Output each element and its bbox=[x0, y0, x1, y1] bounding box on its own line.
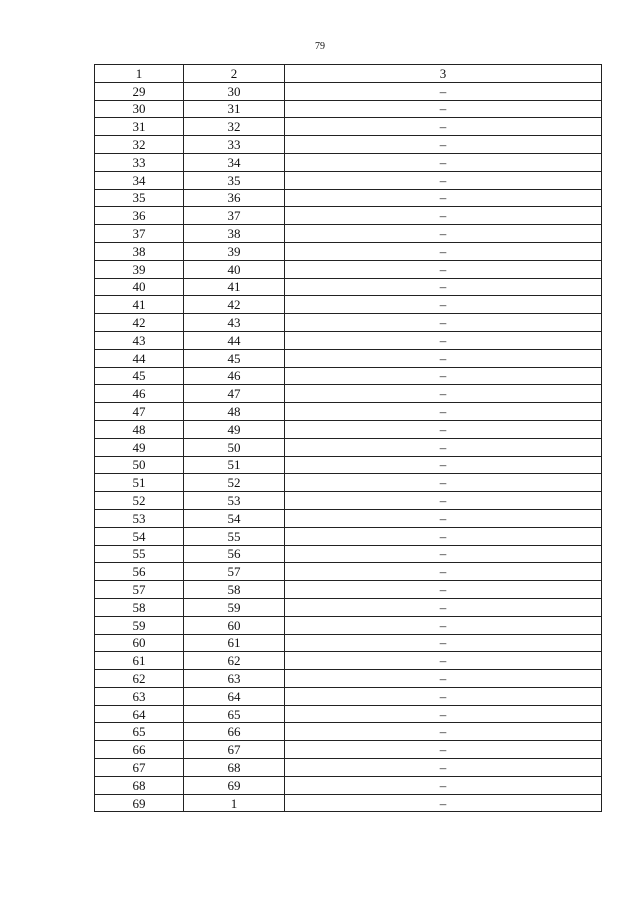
table-cell-col-3: – bbox=[285, 225, 602, 243]
table-cell-col-3: – bbox=[285, 207, 602, 225]
table-cell-col-1: 62 bbox=[95, 670, 184, 688]
table-cell-col-1: 64 bbox=[95, 705, 184, 723]
table-cell-col-3: – bbox=[285, 759, 602, 777]
table-cell-col-3: – bbox=[285, 314, 602, 332]
table-cell-col-1: 30 bbox=[95, 100, 184, 118]
table-cell-col-3: – bbox=[285, 171, 602, 189]
table-cell-col-3: – bbox=[285, 652, 602, 670]
table-cell-col-2: 40 bbox=[184, 260, 285, 278]
table-cell-col-3: – bbox=[285, 189, 602, 207]
table-cell-col-2: 64 bbox=[184, 687, 285, 705]
table-row bbox=[95, 225, 602, 243]
table-row bbox=[95, 527, 602, 545]
table-cell-col-3: – bbox=[285, 456, 602, 474]
column-header-2: 2 bbox=[184, 65, 285, 83]
table-cell-col-1: 32 bbox=[95, 136, 184, 154]
table-cell-col-2: 47 bbox=[184, 385, 285, 403]
table-cell-col-2: 48 bbox=[184, 403, 285, 421]
table-cell-col-3: – bbox=[285, 670, 602, 688]
table-cell-col-2: 34 bbox=[184, 153, 285, 171]
table-row bbox=[95, 242, 602, 260]
table-row bbox=[95, 492, 602, 510]
table-cell-col-1: 61 bbox=[95, 652, 184, 670]
table-cell-col-2: 59 bbox=[184, 598, 285, 616]
table-cell-col-1: 56 bbox=[95, 563, 184, 581]
table-cell-col-2: 54 bbox=[184, 509, 285, 527]
table-cell-col-3: – bbox=[285, 687, 602, 705]
header-row bbox=[95, 65, 602, 83]
table-cell-col-1: 63 bbox=[95, 687, 184, 705]
table-row bbox=[95, 260, 602, 278]
table-row bbox=[95, 616, 602, 634]
table-cell-col-3: – bbox=[285, 581, 602, 599]
table-cell-col-1: 36 bbox=[95, 207, 184, 225]
table-row bbox=[95, 705, 602, 723]
table-row bbox=[95, 314, 602, 332]
table-cell-col-2: 60 bbox=[184, 616, 285, 634]
table-cell-col-2: 42 bbox=[184, 296, 285, 314]
table-cell-col-2: 50 bbox=[184, 438, 285, 456]
table-cell-col-1: 55 bbox=[95, 545, 184, 563]
table-row bbox=[95, 652, 602, 670]
table-cell-col-2: 66 bbox=[184, 723, 285, 741]
table-cell-col-2: 39 bbox=[184, 242, 285, 260]
table-row bbox=[95, 100, 602, 118]
table-cell-col-1: 31 bbox=[95, 118, 184, 136]
table-cell-col-3: – bbox=[285, 367, 602, 385]
table-cell-col-1: 46 bbox=[95, 385, 184, 403]
table-cell-col-1: 43 bbox=[95, 331, 184, 349]
table-cell-col-3: – bbox=[285, 705, 602, 723]
table-cell-col-1: 57 bbox=[95, 581, 184, 599]
table-cell-col-3: – bbox=[285, 260, 602, 278]
table-cell-col-1: 65 bbox=[95, 723, 184, 741]
table-cell-col-3: – bbox=[285, 794, 602, 812]
table-cell-col-2: 32 bbox=[184, 118, 285, 136]
column-header-3: 3 bbox=[285, 65, 602, 83]
table-row bbox=[95, 634, 602, 652]
table-cell-col-1: 68 bbox=[95, 776, 184, 794]
table-cell-col-2: 61 bbox=[184, 634, 285, 652]
table-cell-col-3: – bbox=[285, 278, 602, 296]
table-cell-col-1: 50 bbox=[95, 456, 184, 474]
table-cell-col-2: 44 bbox=[184, 331, 285, 349]
table-row bbox=[95, 136, 602, 154]
table-cell-col-3: – bbox=[285, 509, 602, 527]
table-cell-col-1: 48 bbox=[95, 420, 184, 438]
table-cell-col-2: 51 bbox=[184, 456, 285, 474]
table-cell-col-3: – bbox=[285, 385, 602, 403]
table-row bbox=[95, 331, 602, 349]
table-cell-col-2: 58 bbox=[184, 581, 285, 599]
table-cell-col-2: 53 bbox=[184, 492, 285, 510]
table-row bbox=[95, 153, 602, 171]
table-row bbox=[95, 581, 602, 599]
table-cell-col-3: – bbox=[285, 331, 602, 349]
table-cell-col-2: 35 bbox=[184, 171, 285, 189]
table-row bbox=[95, 367, 602, 385]
table-cell-col-3: – bbox=[285, 616, 602, 634]
table-row bbox=[95, 207, 602, 225]
table-cell-col-3: – bbox=[285, 153, 602, 171]
table-row bbox=[95, 171, 602, 189]
table-cell-col-3: – bbox=[285, 545, 602, 563]
table-cell-col-2: 57 bbox=[184, 563, 285, 581]
table-cell-col-2: 31 bbox=[184, 100, 285, 118]
table-cell-col-2: 68 bbox=[184, 759, 285, 777]
table-cell-col-1: 41 bbox=[95, 296, 184, 314]
table-cell-col-3: – bbox=[285, 136, 602, 154]
table-cell-col-2: 62 bbox=[184, 652, 285, 670]
table-cell-col-1: 37 bbox=[95, 225, 184, 243]
table-row bbox=[95, 420, 602, 438]
table-cell-col-2: 69 bbox=[184, 776, 285, 794]
table-cell-col-1: 35 bbox=[95, 189, 184, 207]
table-cell-col-1: 69 bbox=[95, 794, 184, 812]
table-row bbox=[95, 741, 602, 759]
table-cell-col-3: – bbox=[285, 474, 602, 492]
table-cell-col-1: 33 bbox=[95, 153, 184, 171]
table-cell-col-2: 55 bbox=[184, 527, 285, 545]
table-cell-col-1: 45 bbox=[95, 367, 184, 385]
table-cell-col-1: 59 bbox=[95, 616, 184, 634]
table-row bbox=[95, 794, 602, 812]
table-cell-col-2: 63 bbox=[184, 670, 285, 688]
table-row bbox=[95, 385, 602, 403]
table-cell-col-3: – bbox=[285, 420, 602, 438]
table-cell-col-1: 58 bbox=[95, 598, 184, 616]
table-cell-col-1: 39 bbox=[95, 260, 184, 278]
table-row bbox=[95, 118, 602, 136]
table-row bbox=[95, 278, 602, 296]
table-cell-col-2: 36 bbox=[184, 189, 285, 207]
table-cell-col-2: 1 bbox=[184, 794, 285, 812]
table-row bbox=[95, 189, 602, 207]
table-cell-col-1: 49 bbox=[95, 438, 184, 456]
table-cell-col-1: 53 bbox=[95, 509, 184, 527]
table-cell-col-1: 66 bbox=[95, 741, 184, 759]
table-cell-col-2: 52 bbox=[184, 474, 285, 492]
table-cell-col-3: – bbox=[285, 492, 602, 510]
table-cell-col-2: 46 bbox=[184, 367, 285, 385]
table-cell-col-3: – bbox=[285, 100, 602, 118]
table-cell-col-1: 52 bbox=[95, 492, 184, 510]
table-cell-col-2: 45 bbox=[184, 349, 285, 367]
table-body bbox=[95, 82, 602, 812]
data-table bbox=[94, 64, 602, 812]
table-cell-col-2: 33 bbox=[184, 136, 285, 154]
table-cell-col-1: 40 bbox=[95, 278, 184, 296]
table-cell-col-1: 42 bbox=[95, 314, 184, 332]
table-row bbox=[95, 456, 602, 474]
table-cell-col-3: – bbox=[285, 741, 602, 759]
table-cell-col-2: 49 bbox=[184, 420, 285, 438]
column-header-1: 1 bbox=[95, 65, 184, 83]
table-cell-col-1: 44 bbox=[95, 349, 184, 367]
table-cell-col-3: – bbox=[285, 296, 602, 314]
table-cell-col-1: 51 bbox=[95, 474, 184, 492]
table-cell-col-3: – bbox=[285, 403, 602, 421]
table-cell-col-1: 34 bbox=[95, 171, 184, 189]
table-row bbox=[95, 759, 602, 777]
table-row bbox=[95, 723, 602, 741]
page-number: 79 bbox=[315, 41, 325, 52]
table-cell-col-3: – bbox=[285, 118, 602, 136]
table-header bbox=[95, 65, 602, 83]
table-cell-col-2: 38 bbox=[184, 225, 285, 243]
table-cell-col-2: 43 bbox=[184, 314, 285, 332]
table-cell-col-2: 30 bbox=[184, 82, 285, 100]
table-cell-col-1: 60 bbox=[95, 634, 184, 652]
table-cell-col-1: 38 bbox=[95, 242, 184, 260]
table-cell-col-3: – bbox=[285, 438, 602, 456]
table-cell-col-1: 67 bbox=[95, 759, 184, 777]
table-row bbox=[95, 509, 602, 527]
table-cell-col-2: 37 bbox=[184, 207, 285, 225]
table-cell-col-1: 29 bbox=[95, 82, 184, 100]
table-row bbox=[95, 776, 602, 794]
table-row bbox=[95, 296, 602, 314]
table-cell-col-3: – bbox=[285, 598, 602, 616]
table-cell-col-3: – bbox=[285, 634, 602, 652]
table-cell-col-3: – bbox=[285, 563, 602, 581]
table-row bbox=[95, 545, 602, 563]
table-row bbox=[95, 563, 602, 581]
table-row bbox=[95, 82, 602, 100]
table-cell-col-2: 56 bbox=[184, 545, 285, 563]
table-cell-col-2: 41 bbox=[184, 278, 285, 296]
table-cell-col-2: 65 bbox=[184, 705, 285, 723]
table-cell-col-1: 47 bbox=[95, 403, 184, 421]
table-row bbox=[95, 598, 602, 616]
table-cell-col-3: – bbox=[285, 776, 602, 794]
table-cell-col-3: – bbox=[285, 82, 602, 100]
table-cell-col-3: – bbox=[285, 723, 602, 741]
table-cell-col-1: 54 bbox=[95, 527, 184, 545]
table-row bbox=[95, 438, 602, 456]
table-row bbox=[95, 349, 602, 367]
table-row bbox=[95, 670, 602, 688]
table-cell-col-3: – bbox=[285, 527, 602, 545]
table-cell-col-3: – bbox=[285, 242, 602, 260]
table-row bbox=[95, 687, 602, 705]
table-cell-col-3: – bbox=[285, 349, 602, 367]
table-row bbox=[95, 474, 602, 492]
table-cell-col-2: 67 bbox=[184, 741, 285, 759]
table-row bbox=[95, 403, 602, 421]
